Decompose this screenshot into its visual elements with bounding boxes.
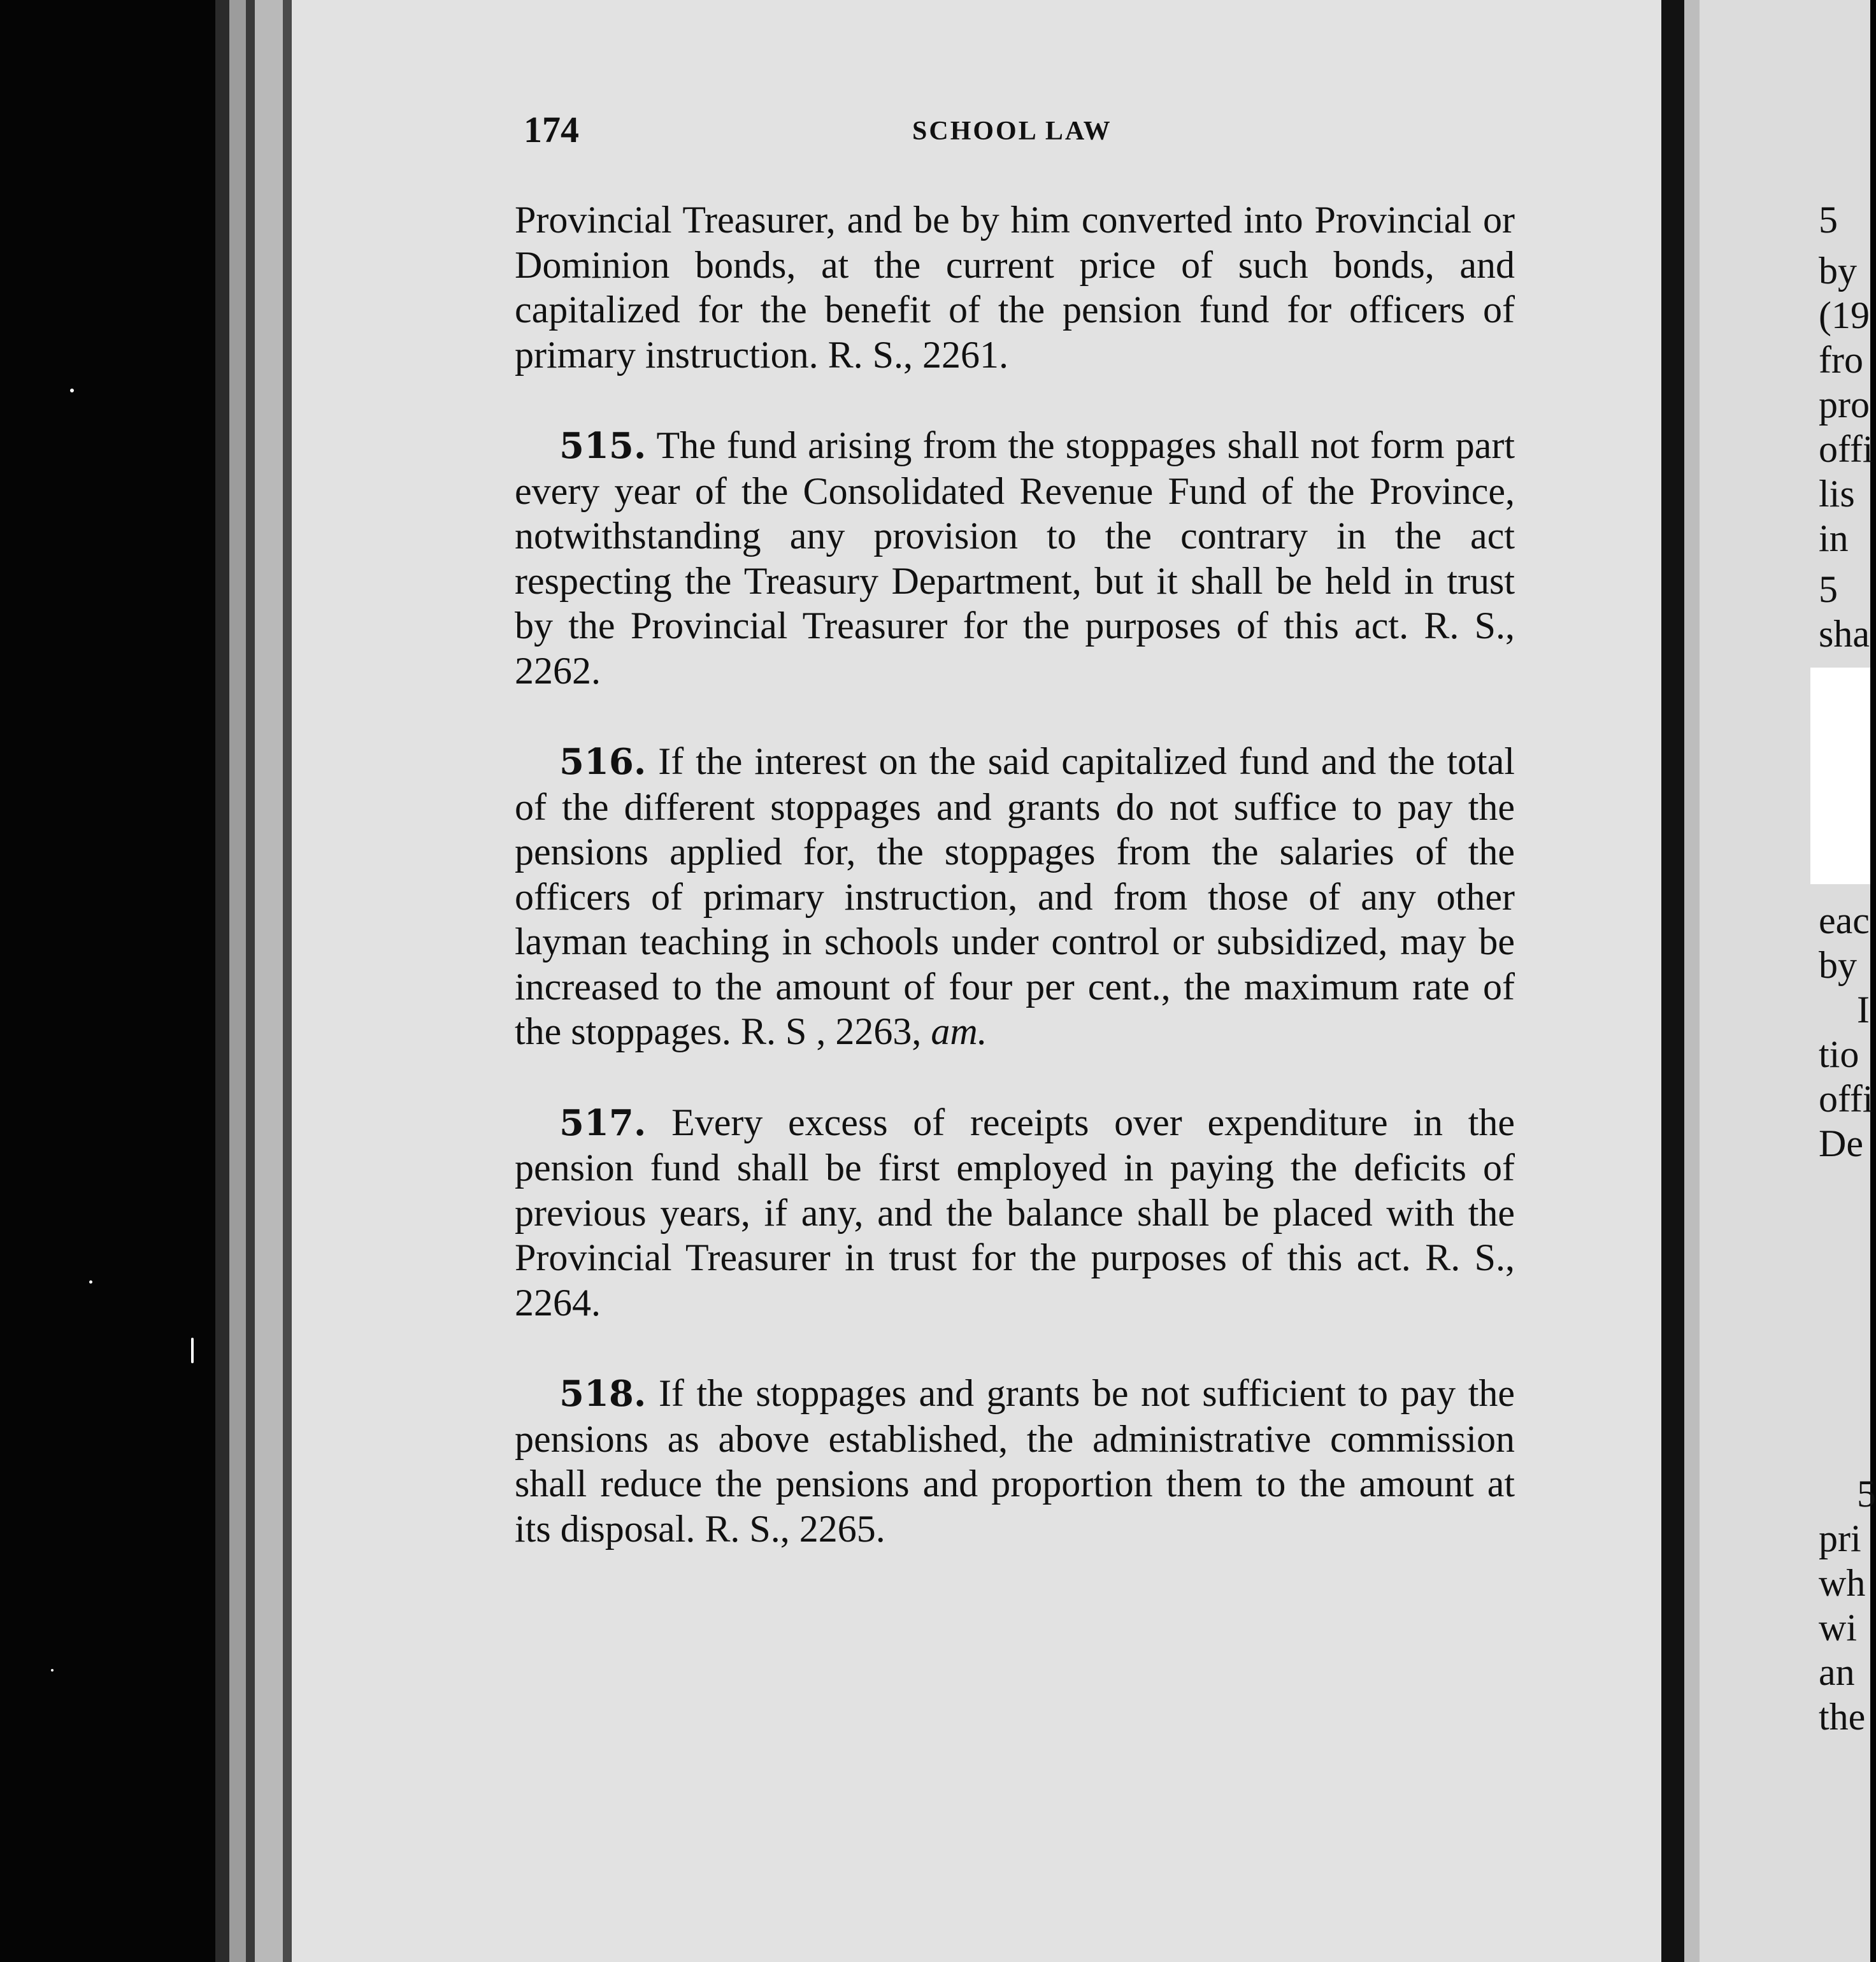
- scan-speck: [70, 389, 74, 392]
- section-515: [515, 423, 1515, 693]
- book-edge: [246, 0, 255, 1962]
- right-fragment: (19: [1819, 294, 1870, 336]
- right-fragment: offi: [1819, 428, 1873, 470]
- right-fragment: 5: [1857, 1473, 1876, 1515]
- right-fragment: wi: [1819, 1607, 1857, 1649]
- scan-speck: [191, 1338, 194, 1363]
- section-number: 518.: [559, 1373, 647, 1415]
- paragraph-text: The fund arising from the stoppages shall not form part every year of the Consolidated Revenue Fund of the Province, notwithstanding any provision to the contrary in the act respecting the Treasury Department, but it shall be held in trust by the Provincial Treasurer for the purposes of this act.: [515, 424, 1515, 647]
- right-fragment: lis: [1819, 473, 1855, 515]
- running-head: SCHOOL LAW: [912, 117, 1112, 146]
- book-edge: [283, 0, 292, 1962]
- right-fragment: De: [1819, 1122, 1863, 1164]
- right-fragment: an: [1819, 1651, 1855, 1693]
- right-fragment: fro: [1819, 339, 1863, 381]
- citation: R. S., 2265.: [705, 1507, 885, 1550]
- right-fragment: the: [1819, 1696, 1866, 1738]
- right-page-blank-area: [1810, 668, 1870, 884]
- section-number: 517.: [559, 1101, 647, 1144]
- citation: R. S , 2263,: [740, 1010, 922, 1052]
- right-fragment: by: [1819, 944, 1857, 986]
- right-fragment: pro: [1819, 383, 1870, 426]
- section-516: [515, 739, 1515, 1054]
- citation: R. S., 2261.: [827, 333, 1008, 376]
- paragraph-text: Provincial Treasurer, and be by him converted into Provincial or Dominion bonds, at the current price of such bonds, and capitalized for the benefit of the pension fund for officers of primary instruction.: [515, 199, 1515, 376]
- page-number: 174: [524, 109, 579, 150]
- book-gutter: [1661, 0, 1684, 1962]
- right-fragment: by: [1819, 250, 1857, 292]
- right-fragment: I: [1857, 989, 1870, 1031]
- section-518: [515, 1371, 1515, 1551]
- text-block: [515, 197, 1515, 1597]
- book-gutter-edge: [1684, 0, 1700, 1962]
- book-edge: [255, 0, 283, 1962]
- scan-speck: [89, 1280, 92, 1284]
- citation: R. S., 2264.: [515, 1236, 1515, 1324]
- right-fragment: wh: [1819, 1562, 1866, 1604]
- right-fragment: in: [1819, 517, 1849, 559]
- right-fragment: pri: [1819, 1517, 1861, 1559]
- book-edge: [229, 0, 246, 1962]
- right-fragment: eac: [1819, 899, 1870, 942]
- paragraph-text: Every excess of receipts over expenditure in the pension fund shall be first employed in paying the deficits of previous years, if any, and the balance shall be placed with the Provincial Treasurer in trust for the purposes of this act.: [515, 1101, 1515, 1278]
- paragraph-text: If the interest on the said capitalized fund and the total of the different stoppages and grants do not suffice to pay the pensions applied for, the stoppages from the salaries of the officers of primary instruction, and from those of any other layman teaching in schools under control or subsidized, may be increased to the amount of four per cent., the maximum rate of the stoppages.: [515, 740, 1515, 1052]
- page-header: [524, 108, 1517, 159]
- right-fragment: sha: [1819, 613, 1870, 655]
- right-fragment: 5: [1819, 568, 1838, 610]
- citation-suffix: am.: [931, 1010, 987, 1052]
- citation: R. S., 2262.: [515, 605, 1515, 692]
- paragraph-text: If the stoppages and grants be not sufficient to pay the pensions as above established, the administrative commission shall reduce the pensions and proportion them to the amount at its disposal.: [515, 1372, 1515, 1550]
- paragraph: [515, 197, 1515, 377]
- right-fragment: 5: [1819, 199, 1838, 241]
- section-517: [515, 1100, 1515, 1326]
- right-fragment: offi: [1819, 1078, 1873, 1120]
- right-fragment: tio: [1819, 1033, 1859, 1075]
- scan-speck: [51, 1669, 54, 1672]
- book-edge: [215, 0, 229, 1962]
- section-number: 515.: [559, 425, 647, 467]
- section-number: 516.: [559, 741, 647, 783]
